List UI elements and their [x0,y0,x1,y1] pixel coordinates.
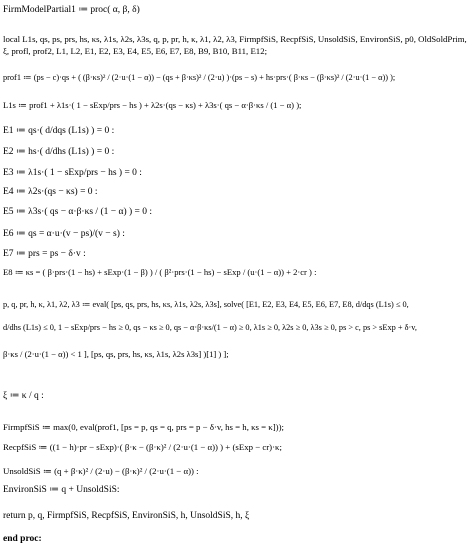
code-line-13: E8 ≔ κs = ( β·prs·(1 − hs) + sExp·(1 − β) ) / ( β²·prs·(1 − hs) − sExp / (u·(1 − α)) + 2·cr ) : [3,267,317,277]
code-line-6: E1 ≔ qs·( d/dqs (L1s) ) = 0 : [3,126,115,136]
code-line-15: d/dhs (L1s) ≤ 0, 1 − sExp/prs − hs ≥ 0, qs − κs ≥ 0, qs − α·β·κs/(1 − α) ≥ 0, λ1s ≥ 0, λ2s ≥ 0, λ3s ≥ 0, ps > c, ps > sExp + δ·v, [3,323,417,332]
code-line-16: β·κs / (2·u·(1 − α)) < 1 ], [ps, qs, prs, hs, κs, λ1s, λ2s λ3s] )[1] ) ]; [3,349,229,359]
code-line-11: E6 ≔ qs = α·u·(v − ps)/(v − s) : [3,229,125,239]
code-line-10: E5 ≔ λ3s·( qs − α·β·κs / (1 − α) ) = 0 : [3,207,153,217]
code-line-19: RecpfSiS ≔ ((1 − h)·pr − sExp)·( β·κ − (β·κ)² / (2·u·(1 − α)) ) + (sExp − cr)·κ; [3,442,282,452]
code-line-7: E2 ≔ hs·( d/dhs (L1s) ) = 0 : [3,147,115,157]
code-line-4: prof1 ≔ (ps − c)·qs + ( (β·κs)² / (2·u·(1 − α)) − (qs + β·κs)² / (2·u) )·(ps − s) + hs·prs·( β·κs − (β·κs)² / (2·u·(1 − α)) ); [3,73,396,82]
code-line-14: p, q, pr, h, κ, λ1, λ2, λ3 ≔ eval( [ps, qs, prs, hs, κs, λ1s, λ2s, λ3s], solve( [E1, E2, E3, E4, E5, E6, E7, E8, d/dqs (L1s) ≤ 0, [3,300,409,309]
code-line-18: FirmpfSiS ≔ max(0, eval(prof1, [ps = p, qs = q, prs = p − δ·v, hs = h, κs = κ])); [3,422,284,432]
code-line-3: ξ, profl, prof2, L1, L2, E1, E2, E3, E4, E5, E6, E7, E8, B9, B10, B11, E12; [3,46,268,56]
code-line-20: UnsoldSiS ≔ (q + β·κ)² / (2·u) − (β·κ)² / (2·u·(1 − α)) : [3,466,199,476]
code-line-8: E3 ≔ λ1s·( 1 − sExp/prs − hs ) = 0 : [3,168,142,178]
code-line-9: E4 ≔ λ2s·(qs − κs) = 0 : [3,187,98,197]
code-line-23: end proc: [3,534,42,544]
code-line-17: ξ ≔ κ / q : [3,391,44,401]
code-line-12: E7 ≔ prs = ps − δ·v : [3,249,86,259]
code-line-21: EnvironSiS ≔ q + UnsoldSiS: [3,485,120,495]
code-line-22: return p, q, FirmpfSiS, RecpfSiS, EnvironSiS, h, UnsoldSiS, h, ξ [3,511,250,521]
code-line-2: local L1s, qs, ps, prs, hs, κs, λ1s, λ2s, λ3s, q, p, pr, h, κ, λ1, λ2, λ3, FirmpfSiS, RecpfSiS, UnsoldSiS, EnvironSiS, p0, OldSoldPrim, [3,34,467,44]
code-line-1: FirmModelPartial1 ≔ proc( α, β, δ) [3,5,140,15]
code-line-5: L1s ≔ prof1 + λ1s·( 1 − sExp/prs − hs ) + λ2s·(qs − κs) + λ3s·( qs − α·β·κs / (1 − α) ); [3,100,302,110]
